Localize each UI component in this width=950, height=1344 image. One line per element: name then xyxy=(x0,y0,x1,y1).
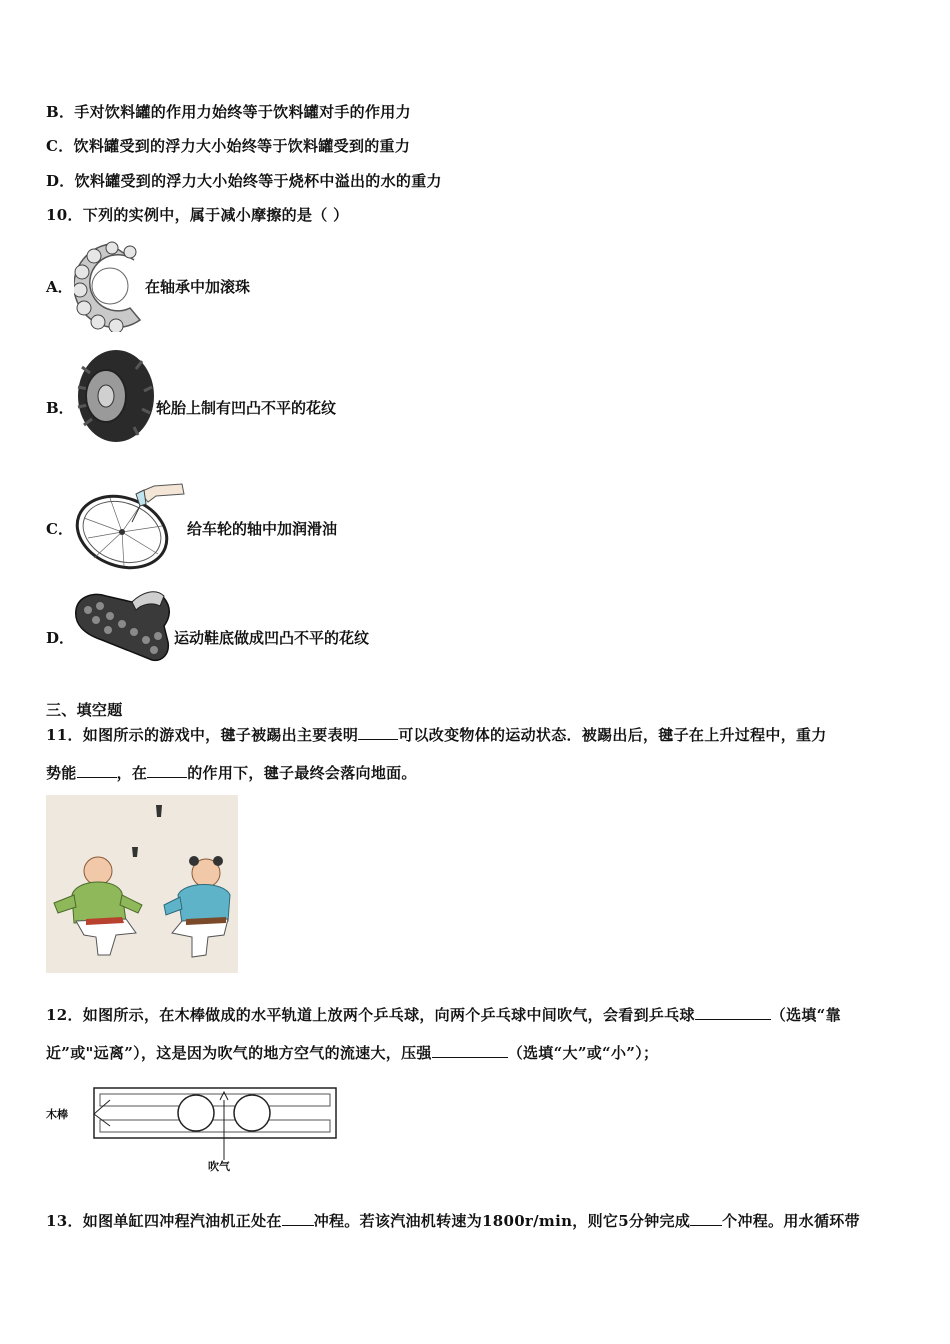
q10-option-d-text: 运动鞋底做成凹凸不平的花纹 xyxy=(174,629,370,647)
option-text: 饮料罐受到的浮力大小始终等于烧杯中溢出的水的重力 xyxy=(74,172,442,190)
q12-line-2 xyxy=(46,1042,658,1063)
option-letter: D． xyxy=(46,172,75,190)
q10-option-a-letter: A． xyxy=(46,278,73,296)
q13-text: 个冲程。用水循环带 xyxy=(722,1212,860,1230)
blow-label: 吹气 xyxy=(208,1160,230,1173)
tire-icon xyxy=(72,347,156,445)
answer-blank[interactable] xyxy=(690,1211,722,1226)
q11-line-2 xyxy=(46,762,417,783)
option-text: 手对饮料罐的作用力始终等于饮料罐对手的作用力 xyxy=(74,103,411,121)
q11-text: 11．如图所示的游戏中，毽子被踢出主要表明 xyxy=(46,726,359,744)
shuttlecock-icon xyxy=(156,805,162,817)
q9-option-c xyxy=(46,135,410,156)
shuttlecock-icon xyxy=(132,847,138,857)
option-letter: B． xyxy=(46,103,75,121)
q10-option-c-text: 给车轮的轴中加润滑油 xyxy=(187,520,338,538)
bicycle-wheel-oil-icon xyxy=(74,478,186,572)
q12-text: （选填“靠 xyxy=(770,1006,841,1024)
q12-text: （选填“大”或“小”）； xyxy=(507,1044,659,1062)
ball-bearing-icon xyxy=(74,240,146,332)
section-title: 三、填空题 xyxy=(46,701,123,719)
q9-option-d xyxy=(46,170,442,191)
answer-blank[interactable] xyxy=(358,725,398,740)
q13-text: 13．如图单缸四冲程汽油机正处在 xyxy=(46,1212,282,1230)
q11-text: ，在 xyxy=(116,764,148,782)
answer-blank[interactable] xyxy=(282,1211,314,1226)
answer-blank[interactable] xyxy=(695,1005,771,1020)
q11-text: 势能 xyxy=(46,764,77,782)
stick-label: 木棒 xyxy=(46,1108,68,1121)
option-text: 饮料罐受到的浮力大小始终等于饮料罐受到的重力 xyxy=(73,137,411,155)
ping-pong-track-figure xyxy=(46,1080,346,1174)
q10-option-c-letter: C． xyxy=(46,520,73,538)
q13-line-1 xyxy=(46,1210,860,1231)
q11-text: 的作用下，毽子最终会落向地面。 xyxy=(187,764,417,782)
q10-option-b-letter: B． xyxy=(46,399,74,417)
q11-line-1 xyxy=(46,724,827,745)
q10-option-d-letter: D． xyxy=(46,629,75,647)
q12-text: 近”或"远离”），这是因为吹气的地方空气的流速大，压强 xyxy=(46,1044,432,1062)
q12-line-1 xyxy=(46,1004,841,1025)
q10-option-a-text: 在轴承中加滚珠 xyxy=(145,278,251,296)
q10-stem: 10．下列的实例中，属于减小摩擦的是（ ） xyxy=(46,206,349,224)
answer-blank[interactable] xyxy=(432,1043,508,1058)
sports-shoe-icon xyxy=(72,588,174,664)
q12-text: 12．如图所示，在木棒做成的水平轨道上放两个乒乓球，向两个乒乓球中间吹气，会看到乒乓球 xyxy=(46,1006,695,1024)
shuttlecock-game-picture xyxy=(46,795,238,973)
answer-blank[interactable] xyxy=(77,763,117,778)
answer-blank[interactable] xyxy=(147,763,187,778)
q11-text: 可以改变物体的运动状态．被踢出后，毽子在上升过程中，重力 xyxy=(398,726,827,744)
option-letter: C． xyxy=(46,137,74,155)
q13-text: 冲程。若该汽油机转速为1800r/min，则它5分钟完成 xyxy=(313,1212,691,1230)
q10-option-b-text: 轮胎上制有凹凸不平的花纹 xyxy=(156,399,337,417)
q9-option-b xyxy=(46,101,411,122)
